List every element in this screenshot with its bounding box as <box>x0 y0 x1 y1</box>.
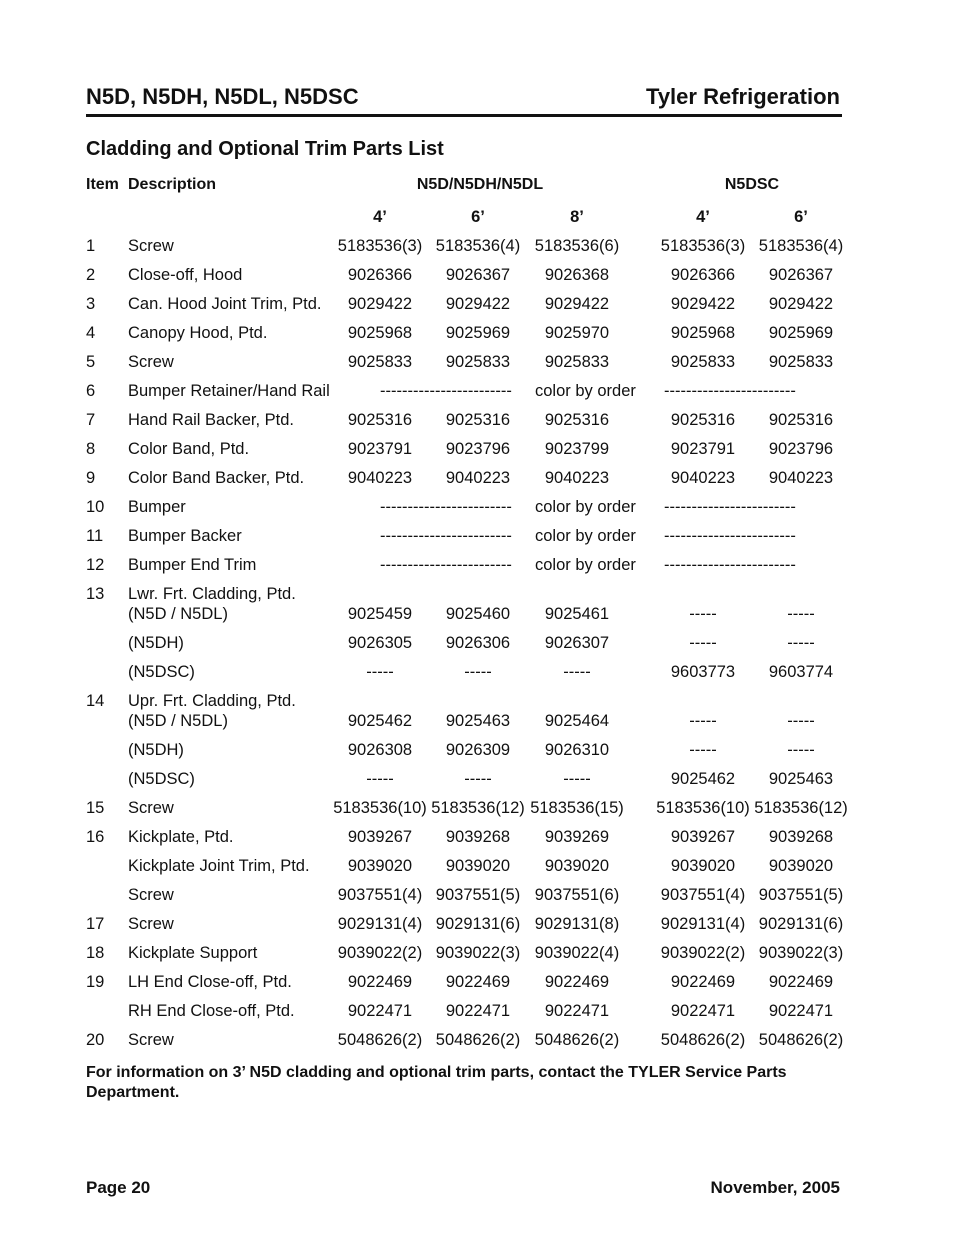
part-number-cell: 9025460 <box>445 605 511 623</box>
part-number-cell: 9022469 <box>768 973 834 991</box>
part-number-cell: 5183536(12) <box>754 799 848 817</box>
part-number-cell: 9026309 <box>445 741 511 759</box>
part-number-cell: 9039020 <box>768 857 834 875</box>
part-number-cell: 9025968 <box>347 324 413 342</box>
part-number-cell: 9039020 <box>544 857 610 875</box>
color-by-order-text: color by order <box>535 498 636 516</box>
part-number-cell: 9022471 <box>670 1002 736 1020</box>
item-description: Screw <box>128 915 174 933</box>
size-header-cell: 6’ <box>794 208 808 226</box>
item-number: 7 <box>86 411 96 429</box>
part-number-cell: 9025316 <box>445 411 511 429</box>
part-number-cell: 9040223 <box>768 469 834 487</box>
part-number-cell: 9025833 <box>670 353 736 371</box>
item-description: (N5DSC) <box>128 770 195 788</box>
part-number-cell: 9025833 <box>768 353 834 371</box>
brand-title: Tyler Refrigeration <box>646 84 840 109</box>
item-description: (N5DH) <box>128 741 184 759</box>
item-description: Close-off, Hood <box>128 266 243 284</box>
item-description: Color Band, Ptd. <box>128 440 250 458</box>
part-number-cell: 9025968 <box>670 324 736 342</box>
item-number: 16 <box>86 828 105 846</box>
part-number-cell: 9026368 <box>544 266 610 284</box>
part-number-cell: 9039020 <box>670 857 736 875</box>
item-description: Lwr. Frt. Cladding, Ptd. <box>128 585 296 603</box>
item-number: 19 <box>86 973 105 991</box>
color-by-order-text: color by order <box>535 382 636 400</box>
size-header-cell: 4’ <box>696 208 710 226</box>
item-description: Can. Hood Joint Trim, Ptd. <box>128 295 322 313</box>
item-description: Hand Rail Backer, Ptd. <box>128 411 294 429</box>
part-number-cell: 9022471 <box>347 1002 413 1020</box>
part-number-cell: 5183536(4) <box>435 237 521 255</box>
item-number: 15 <box>86 799 105 817</box>
item-number: 11 <box>86 527 104 545</box>
part-number-cell: ----- <box>689 712 717 730</box>
dash-line: ------------------------ <box>380 382 512 400</box>
part-number-cell: 9025463 <box>768 770 834 788</box>
size-header-cell: 4’ <box>373 208 387 226</box>
dash-line: ------------------------ <box>380 527 512 545</box>
item-number: 4 <box>86 324 96 342</box>
item-description: Kickplate Joint Trim, Ptd. <box>128 857 310 875</box>
item-number: 17 <box>86 915 105 933</box>
part-number-cell: 9026306 <box>445 634 511 652</box>
part-number-cell: 9025461 <box>544 605 610 623</box>
part-number-cell: 9039022(3) <box>758 944 844 962</box>
section-title: Cladding and Optional Trim Parts List <box>86 138 444 160</box>
model-title: N5D, N5DH, N5DL, N5DSC <box>86 84 359 109</box>
item-description: (N5DSC) <box>128 663 195 681</box>
part-number-cell: 9022469 <box>347 973 413 991</box>
part-number-cell: 9022471 <box>445 1002 511 1020</box>
item-description: Bumper Retainer/Hand Rail <box>128 382 330 400</box>
part-number-cell: 9037551(6) <box>534 886 620 904</box>
part-number-cell: 9039022(2) <box>337 944 423 962</box>
item-number: 18 <box>86 944 105 962</box>
item-description: Upr. Frt. Cladding, Ptd. <box>128 692 296 710</box>
item-description: (N5D / N5DL) <box>128 712 228 730</box>
part-number-cell: 9025969 <box>768 324 834 342</box>
part-number-cell: 5183536(10) <box>656 799 750 817</box>
part-number-cell: 9029131(4) <box>660 915 746 933</box>
item-description: (N5D / N5DL) <box>128 605 228 623</box>
item-description: RH End Close-off, Ptd. <box>128 1002 295 1020</box>
part-number-cell: 9029422 <box>445 295 511 313</box>
part-number-cell: ----- <box>689 605 717 623</box>
item-number: 12 <box>86 556 105 574</box>
part-number-cell: ----- <box>787 741 815 759</box>
item-description: LH End Close-off, Ptd. <box>128 973 292 991</box>
part-number-cell: 9603773 <box>670 663 736 681</box>
part-number-cell: 9025316 <box>670 411 736 429</box>
item-description: Screw <box>128 886 174 904</box>
item-description: Bumper Backer <box>128 527 242 545</box>
part-number-cell: ----- <box>787 712 815 730</box>
item-number: 9 <box>86 469 96 487</box>
part-number-cell: 9022469 <box>670 973 736 991</box>
part-number-cell: 9037551(4) <box>660 886 746 904</box>
part-number-cell: 5183536(12) <box>431 799 525 817</box>
item-description: Screw <box>128 799 174 817</box>
part-number-cell: 9025969 <box>445 324 511 342</box>
part-number-cell: 9026305 <box>347 634 413 652</box>
part-number-cell: 9039022(2) <box>660 944 746 962</box>
column-header-description: Description <box>128 176 217 193</box>
color-by-order-text: color by order <box>535 527 636 545</box>
item-number: 1 <box>86 237 96 255</box>
part-number-cell: 9040223 <box>445 469 511 487</box>
part-number-cell: 9029422 <box>670 295 736 313</box>
part-number-cell: ----- <box>689 741 717 759</box>
item-description: Color Band Backer, Ptd. <box>128 469 305 487</box>
part-number-cell: 9029422 <box>768 295 834 313</box>
part-number-cell: 9026366 <box>347 266 413 284</box>
item-description: Screw <box>128 353 174 371</box>
item-description: Canopy Hood, Ptd. <box>128 324 268 342</box>
part-number-cell: 9039022(3) <box>435 944 521 962</box>
part-number-cell: 9037551(5) <box>435 886 521 904</box>
information-note: For information on 3’ N5D cladding and optional trim parts, contact the TYLER Service Parts Department. <box>86 1064 787 1101</box>
part-number-cell: 9039268 <box>445 828 511 846</box>
part-number-cell: 9039022(4) <box>534 944 620 962</box>
part-number-cell: 5183536(6) <box>534 237 620 255</box>
dash-line: ------------------------ <box>664 527 796 545</box>
size-header-cell: 8’ <box>570 208 584 226</box>
part-number-cell: 9025316 <box>768 411 834 429</box>
part-number-cell: ----- <box>366 770 394 788</box>
item-description: (N5DH) <box>128 634 184 652</box>
part-number-cell: 9039267 <box>347 828 413 846</box>
part-number-cell: 5048626(2) <box>435 1031 521 1049</box>
part-number-cell: ----- <box>464 663 492 681</box>
item-number: 3 <box>86 295 96 313</box>
part-number-cell: 9025462 <box>347 712 413 730</box>
item-description: Kickplate, Ptd. <box>128 828 234 846</box>
part-number-cell: 9025462 <box>670 770 736 788</box>
page-number: Page 20 <box>86 1178 151 1197</box>
part-number-cell: 9603774 <box>768 663 834 681</box>
part-number-cell: 9026307 <box>544 634 610 652</box>
part-number-cell: 9037551(5) <box>758 886 844 904</box>
part-number-cell: ----- <box>787 605 815 623</box>
part-number-cell: 9023799 <box>544 440 610 458</box>
item-description: Kickplate Support <box>128 944 258 962</box>
item-number: 8 <box>86 440 96 458</box>
part-number-cell: 5048626(2) <box>660 1031 746 1049</box>
dash-line: ------------------------ <box>664 382 796 400</box>
part-number-cell: 9029422 <box>347 295 413 313</box>
part-number-cell: 5183536(3) <box>660 237 746 255</box>
part-number-cell: 9025459 <box>347 605 413 623</box>
part-number-cell: 9025970 <box>544 324 610 342</box>
part-number-cell: 9037551(4) <box>337 886 423 904</box>
part-number-cell: 9029131(8) <box>534 915 620 933</box>
item-number: 20 <box>86 1031 105 1049</box>
item-description: Screw <box>128 1031 174 1049</box>
part-number-cell: 9022469 <box>445 973 511 991</box>
part-number-cell: 9039020 <box>445 857 511 875</box>
part-number-cell: 9026366 <box>670 266 736 284</box>
part-number-cell: 9025316 <box>544 411 610 429</box>
part-number-cell: ----- <box>464 770 492 788</box>
item-description: Screw <box>128 237 174 255</box>
part-number-cell: ----- <box>787 634 815 652</box>
part-number-cell: 9040223 <box>544 469 610 487</box>
part-number-cell: 9029131(6) <box>435 915 521 933</box>
column-header-item: Item <box>86 176 119 193</box>
part-number-cell: ----- <box>563 663 591 681</box>
item-number: 14 <box>86 692 105 710</box>
part-number-cell: 9023796 <box>445 440 511 458</box>
part-number-cell: 9023791 <box>347 440 413 458</box>
part-number-cell: 9029422 <box>544 295 610 313</box>
part-number-cell: 9040223 <box>347 469 413 487</box>
part-number-cell: 9040223 <box>670 469 736 487</box>
item-number: 13 <box>86 585 105 603</box>
part-number-cell: 9025833 <box>445 353 511 371</box>
part-number-cell: 9026308 <box>347 741 413 759</box>
part-number-cell: 5183536(4) <box>758 237 844 255</box>
dash-line: ------------------------ <box>380 498 512 516</box>
part-number-cell: 9023791 <box>670 440 736 458</box>
part-number-cell: ----- <box>366 663 394 681</box>
footer-date: November, 2005 <box>710 1178 840 1197</box>
part-number-cell: 9026310 <box>544 741 610 759</box>
item-number: 5 <box>86 353 96 371</box>
part-number-cell: 5048626(2) <box>337 1031 423 1049</box>
size-header-cell: 6’ <box>471 208 485 226</box>
part-number-cell: 9022471 <box>544 1002 610 1020</box>
part-number-cell: 9025833 <box>544 353 610 371</box>
part-number-cell: 5183536(3) <box>337 237 423 255</box>
item-description: Bumper <box>128 498 186 516</box>
part-number-cell: 9029131(6) <box>758 915 844 933</box>
part-number-cell: 9039269 <box>544 828 610 846</box>
group-header-n5d: N5D/N5DH/N5DL <box>416 176 544 193</box>
part-number-cell: ----- <box>689 634 717 652</box>
group-header-n5dsc: N5DSC <box>724 176 780 193</box>
part-number-cell: 9039267 <box>670 828 736 846</box>
item-description: Bumper End Trim <box>128 556 257 574</box>
part-number-cell: 9039268 <box>768 828 834 846</box>
part-number-cell: 9025833 <box>347 353 413 371</box>
part-number-cell: 5183536(10) <box>333 799 427 817</box>
part-number-cell: 9039020 <box>347 857 413 875</box>
part-number-cell: 9029131(4) <box>337 915 423 933</box>
page-header <box>86 82 842 117</box>
part-number-cell: 5183536(15) <box>530 799 624 817</box>
part-number-cell: 9025463 <box>445 712 511 730</box>
item-number: 2 <box>86 266 96 284</box>
dash-line: ------------------------ <box>664 556 796 574</box>
item-number: 10 <box>86 498 105 516</box>
color-by-order-text: color by order <box>535 556 636 574</box>
part-number-cell: 9026367 <box>768 266 834 284</box>
part-number-cell: ----- <box>563 770 591 788</box>
part-number-cell: 5048626(2) <box>758 1031 844 1049</box>
part-number-cell: 9022469 <box>544 973 610 991</box>
dash-line: ------------------------ <box>380 556 512 574</box>
dash-line: ------------------------ <box>664 498 796 516</box>
part-number-cell: 5048626(2) <box>534 1031 620 1049</box>
part-number-cell: 9025316 <box>347 411 413 429</box>
item-number: 6 <box>86 382 96 400</box>
part-number-cell: 9022471 <box>768 1002 834 1020</box>
part-number-cell: 9026367 <box>445 266 511 284</box>
part-number-cell: 9025464 <box>544 712 610 730</box>
part-number-cell: 9023796 <box>768 440 834 458</box>
